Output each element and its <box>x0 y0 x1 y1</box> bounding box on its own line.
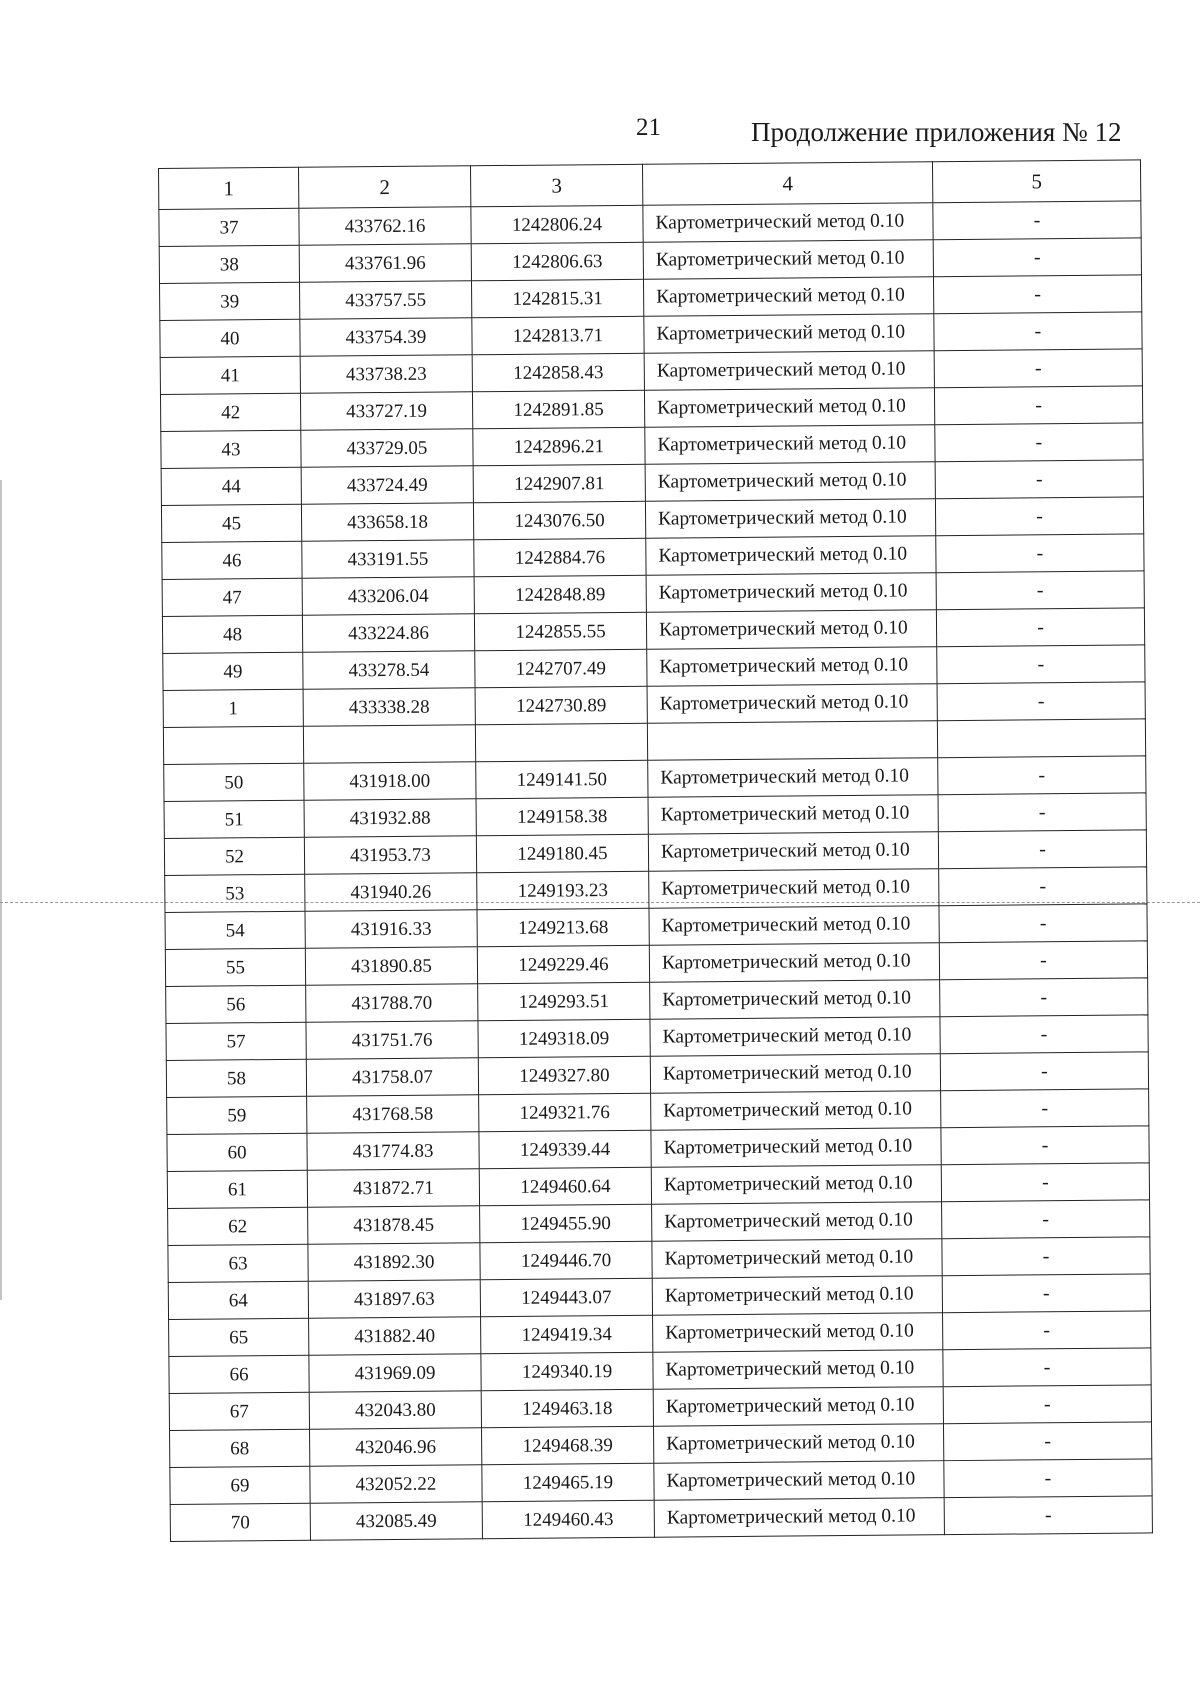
x-coordinate-cell: 432046.96 <box>310 1428 482 1466</box>
y-coordinate-cell: 1242848.89 <box>474 575 646 613</box>
empty-cell <box>303 725 475 763</box>
note-cell: - <box>934 349 1142 388</box>
method-cell: Картометрический метод 0.10 <box>651 1128 941 1168</box>
method-cell: Картометрический метод 0.10 <box>646 610 936 650</box>
y-coordinate-cell: 1242896.21 <box>473 427 645 465</box>
note-cell: - <box>940 1015 1148 1054</box>
x-coordinate-cell: 431918.00 <box>304 762 476 800</box>
point-number-cell: 68 <box>170 1429 310 1467</box>
note-cell: - <box>937 682 1145 721</box>
y-coordinate-cell: 1249339.44 <box>479 1130 651 1168</box>
method-cell: Картометрический метод 0.10 <box>653 1387 943 1427</box>
method-cell: Картометрический метод 0.10 <box>643 240 933 280</box>
method-cell: Картометрический метод 0.10 <box>645 462 935 502</box>
note-cell: - <box>939 904 1147 943</box>
y-coordinate-cell: 1249468.39 <box>482 1426 654 1464</box>
x-coordinate-cell: 431890.85 <box>305 947 477 985</box>
note-cell: - <box>941 1089 1149 1128</box>
y-coordinate-cell: 1249465.19 <box>482 1463 654 1501</box>
note-cell: - <box>942 1200 1150 1239</box>
y-coordinate-cell: 1249180.45 <box>476 834 648 872</box>
x-coordinate-cell: 431892.30 <box>308 1243 480 1281</box>
point-number-cell: 44 <box>161 467 301 505</box>
note-cell: - <box>937 645 1145 684</box>
y-coordinate-cell: 1249193.23 <box>477 871 649 909</box>
note-cell: - <box>933 201 1141 240</box>
column-header: 2 <box>298 166 470 208</box>
point-number-cell: 61 <box>167 1170 307 1208</box>
method-cell: Картометрический метод 0.10 <box>649 906 939 946</box>
point-number-cell: 59 <box>167 1096 307 1134</box>
method-cell: Картометрический метод 0.10 <box>654 1461 944 1501</box>
empty-cell <box>475 723 647 761</box>
point-number-cell: 54 <box>165 911 305 949</box>
note-cell: - <box>942 1237 1150 1276</box>
table-row <box>170 1496 1152 1542</box>
note-cell: - <box>935 460 1143 499</box>
point-number-cell: 39 <box>160 282 300 320</box>
note-cell: - <box>933 238 1141 277</box>
method-cell: Картометрический метод 0.10 <box>650 980 940 1020</box>
x-coordinate-cell: 433727.19 <box>300 392 472 430</box>
point-number-cell: 45 <box>161 504 301 542</box>
y-coordinate-cell: 1249455.90 <box>480 1204 652 1242</box>
method-cell: Картометрический метод 0.10 <box>643 203 933 243</box>
note-cell: - <box>943 1422 1151 1461</box>
point-number-cell: 47 <box>162 578 302 616</box>
point-number-cell: 52 <box>164 837 304 875</box>
method-cell: Картометрический метод 0.10 <box>643 277 933 317</box>
note-cell: - <box>939 941 1147 980</box>
method-cell: Картометрический метод 0.10 <box>652 1202 942 1242</box>
y-coordinate-cell: 1243076.50 <box>473 501 645 539</box>
method-cell: Картометрический метод 0.10 <box>649 869 939 909</box>
y-coordinate-cell: 1242891.85 <box>472 390 644 428</box>
point-number-cell: 66 <box>169 1355 309 1393</box>
method-cell: Картометрический метод 0.10 <box>653 1424 943 1464</box>
x-coordinate-cell: 433754.39 <box>300 318 472 356</box>
point-number-cell: 41 <box>160 356 300 394</box>
x-coordinate-cell: 433729.05 <box>301 429 473 467</box>
note-cell: - <box>935 497 1143 536</box>
method-cell: Картометрический метод 0.10 <box>650 1054 940 1094</box>
y-coordinate-cell: 1249443.07 <box>480 1278 652 1316</box>
note-cell: - <box>936 571 1144 610</box>
point-number-cell: 48 <box>162 615 302 653</box>
x-coordinate-cell: 431751.76 <box>306 1021 478 1059</box>
x-coordinate-cell: 433757.55 <box>300 281 472 319</box>
point-number-cell: 37 <box>159 208 299 246</box>
method-cell: Картометрический метод 0.10 <box>653 1313 943 1353</box>
point-number-cell: 69 <box>170 1466 310 1504</box>
y-coordinate-cell: 1249463.18 <box>481 1389 653 1427</box>
note-cell: - <box>940 978 1148 1017</box>
page-number: 21 <box>636 114 661 141</box>
note-cell: - <box>944 1496 1152 1535</box>
method-cell: Картометрический метод 0.10 <box>651 1165 941 1205</box>
x-coordinate-cell: 433278.54 <box>303 651 475 689</box>
note-cell: - <box>938 756 1146 795</box>
method-cell: Картометрический метод 0.10 <box>644 314 934 354</box>
y-coordinate-cell: 1249318.09 <box>478 1019 650 1057</box>
y-coordinate-cell: 1242907.81 <box>473 464 645 502</box>
point-number-cell: 56 <box>166 985 306 1023</box>
x-coordinate-cell: 431758.07 <box>306 1058 478 1096</box>
point-number-cell: 38 <box>159 245 299 283</box>
point-number-cell: 49 <box>163 652 303 690</box>
method-cell: Картометрический метод 0.10 <box>651 1091 941 1131</box>
x-coordinate-cell: 431768.58 <box>307 1095 479 1133</box>
method-cell: Картометрический метод 0.10 <box>646 536 936 576</box>
x-coordinate-cell: 431940.26 <box>305 873 477 911</box>
x-coordinate-cell: 433658.18 <box>301 503 473 541</box>
point-number-cell: 70 <box>170 1503 310 1541</box>
y-coordinate-cell: 1242806.24 <box>471 205 643 243</box>
x-coordinate-cell: 432043.80 <box>309 1391 481 1429</box>
point-number-cell: 51 <box>164 800 304 838</box>
x-coordinate-cell: 433724.49 <box>301 466 473 504</box>
note-cell: - <box>942 1274 1150 1313</box>
y-coordinate-cell: 1242815.31 <box>471 279 643 317</box>
note-cell: - <box>943 1385 1151 1424</box>
point-number-cell: 46 <box>162 541 302 579</box>
method-cell: Картометрический метод 0.10 <box>645 499 935 539</box>
x-coordinate-cell: 433761.96 <box>299 244 471 282</box>
y-coordinate-cell: 1242813.71 <box>472 316 644 354</box>
method-cell: Картометрический метод 0.10 <box>644 351 934 391</box>
point-number-cell: 57 <box>166 1022 306 1060</box>
x-coordinate-cell: 431897.63 <box>308 1280 480 1318</box>
y-coordinate-cell: 1249213.68 <box>477 908 649 946</box>
point-number-cell: 64 <box>168 1281 308 1319</box>
y-coordinate-cell: 1249327.80 <box>478 1056 650 1094</box>
note-cell: - <box>938 793 1146 832</box>
method-cell: Картометрический метод 0.10 <box>644 388 934 428</box>
y-coordinate-cell: 1249141.50 <box>476 760 648 798</box>
y-coordinate-cell: 1249229.46 <box>477 945 649 983</box>
x-coordinate-cell: 431878.45 <box>308 1206 480 1244</box>
table-body <box>159 160 1153 1542</box>
note-cell: - <box>944 1459 1152 1498</box>
y-coordinate-cell: 1242730.89 <box>475 686 647 724</box>
point-number-cell: 58 <box>166 1059 306 1097</box>
empty-cell <box>647 721 937 761</box>
note-cell: - <box>936 608 1144 647</box>
empty-cell <box>937 719 1145 758</box>
point-number-cell: 62 <box>168 1207 308 1245</box>
y-coordinate-cell: 1249419.34 <box>481 1315 653 1353</box>
x-coordinate-cell: 431916.33 <box>305 910 477 948</box>
note-cell: - <box>941 1163 1149 1202</box>
y-coordinate-cell: 1249460.64 <box>479 1167 651 1205</box>
method-cell: Картометрический метод 0.10 <box>647 647 937 687</box>
y-coordinate-cell: 1242884.76 <box>474 538 646 576</box>
y-coordinate-cell: 1249460.43 <box>482 1500 654 1538</box>
method-cell: Картометрический метод 0.10 <box>652 1239 942 1279</box>
method-cell: Картометрический метод 0.10 <box>648 832 938 872</box>
point-number-cell: 43 <box>161 430 301 468</box>
scan-edge-mark <box>0 480 2 1300</box>
method-cell: Картометрический метод 0.10 <box>648 758 938 798</box>
point-number-cell: 40 <box>160 319 300 357</box>
column-header: 3 <box>470 164 642 206</box>
point-number-cell: 63 <box>168 1244 308 1282</box>
column-header: 5 <box>932 160 1140 203</box>
note-cell: - <box>933 275 1141 314</box>
x-coordinate-cell: 433338.28 <box>303 688 475 726</box>
method-cell: Картометрический метод 0.10 <box>645 425 935 465</box>
method-cell: Картометрический метод 0.10 <box>648 795 938 835</box>
note-cell: - <box>934 386 1142 425</box>
page-title: Продолжение приложения № 12 <box>751 117 1122 147</box>
point-number-cell: 65 <box>169 1318 309 1356</box>
method-cell: Картометрический метод 0.10 <box>646 573 936 613</box>
x-coordinate-cell: 431969.09 <box>309 1354 481 1392</box>
method-cell: Картометрический метод 0.10 <box>654 1498 944 1538</box>
note-cell: - <box>938 830 1146 869</box>
x-coordinate-cell: 431882.40 <box>309 1317 481 1355</box>
point-number-cell: 60 <box>167 1133 307 1171</box>
y-coordinate-cell: 1249158.38 <box>476 797 648 835</box>
note-cell: - <box>939 867 1147 906</box>
note-cell: - <box>936 534 1144 573</box>
point-number-cell: 67 <box>169 1392 309 1430</box>
y-coordinate-cell: 1242806.63 <box>471 242 643 280</box>
coordinates-table <box>158 159 1153 1542</box>
note-cell: - <box>935 423 1143 462</box>
point-number-cell: 1 <box>163 689 303 727</box>
x-coordinate-cell: 431932.88 <box>304 799 476 837</box>
note-cell: - <box>943 1348 1151 1387</box>
x-coordinate-cell: 431872.71 <box>307 1169 479 1207</box>
column-header: 1 <box>159 167 299 209</box>
column-header: 4 <box>642 162 932 206</box>
point-number-cell: 55 <box>165 948 305 986</box>
x-coordinate-cell: 433191.55 <box>302 540 474 578</box>
y-coordinate-cell: 1249446.70 <box>480 1241 652 1279</box>
point-number-cell: 42 <box>160 393 300 431</box>
x-coordinate-cell: 431774.83 <box>307 1132 479 1170</box>
y-coordinate-cell: 1242858.43 <box>472 353 644 391</box>
method-cell: Картометрический метод 0.10 <box>650 1017 940 1057</box>
y-coordinate-cell: 1242707.49 <box>475 649 647 687</box>
method-cell: Картометрический метод 0.10 <box>649 943 939 983</box>
x-coordinate-cell: 433738.23 <box>300 355 472 393</box>
note-cell: - <box>941 1126 1149 1165</box>
y-coordinate-cell: 1242855.55 <box>474 612 646 650</box>
note-cell: - <box>940 1052 1148 1091</box>
empty-cell <box>163 726 303 764</box>
x-coordinate-cell: 432052.22 <box>310 1465 482 1503</box>
method-cell: Картометрический метод 0.10 <box>647 684 937 724</box>
x-coordinate-cell: 431788.70 <box>306 984 478 1022</box>
x-coordinate-cell: 433206.04 <box>302 577 474 615</box>
x-coordinate-cell: 431953.73 <box>304 836 476 874</box>
note-cell: - <box>943 1311 1151 1350</box>
x-coordinate-cell: 432085.49 <box>310 1502 482 1540</box>
y-coordinate-cell: 1249293.51 <box>478 982 650 1020</box>
note-cell: - <box>934 312 1142 351</box>
x-coordinate-cell: 433762.16 <box>299 207 471 245</box>
method-cell: Картометрический метод 0.10 <box>652 1276 942 1316</box>
point-number-cell: 50 <box>164 763 304 801</box>
point-number-cell: 53 <box>165 874 305 912</box>
y-coordinate-cell: 1249340.19 <box>481 1352 653 1390</box>
x-coordinate-cell: 433224.86 <box>302 614 474 652</box>
y-coordinate-cell: 1249321.76 <box>479 1093 651 1131</box>
method-cell: Картометрический метод 0.10 <box>653 1350 943 1390</box>
